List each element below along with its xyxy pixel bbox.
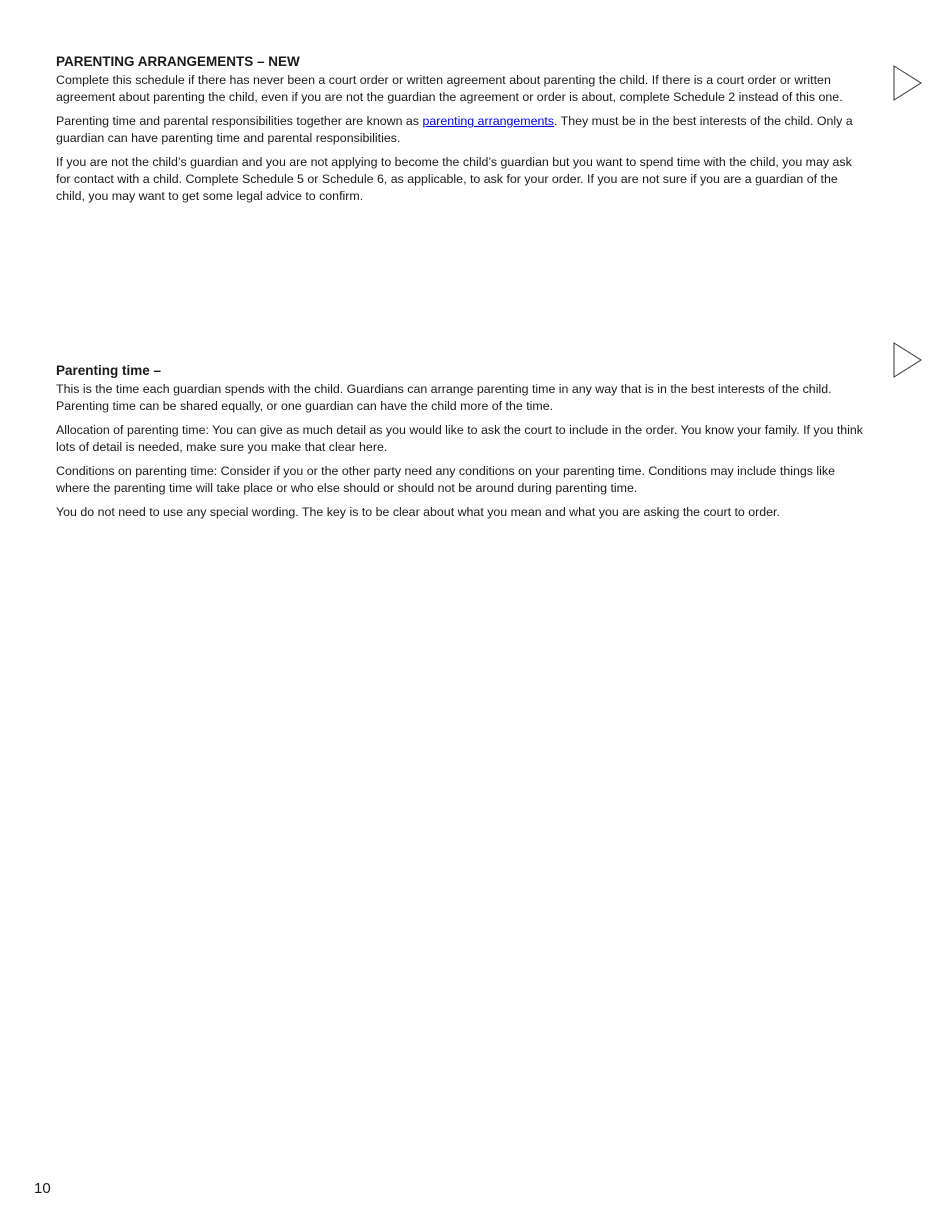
section-parenting-arrangements-new bbox=[56, 53, 864, 212]
play-arrow-icon[interactable] bbox=[893, 342, 923, 378]
paragraph: Allocation of parenting time: You can give as much detail as you would like to ask the court to include in the order. You know your family. If you think lots of detail is needed, make sure you make that clear here. bbox=[56, 422, 864, 455]
play-arrow-icon[interactable] bbox=[893, 65, 923, 101]
section-parenting-time bbox=[56, 362, 864, 527]
paragraph: If you are not the child’s guardian and you are not applying to become the child’s guardian but you want to spend time with the child, you may ask for contact with a child. Complete Schedule 5 or Schedule 6, as applicable, to ask for your order. If you are not sure if you are a guardian of the child, you may want to get some legal advice to confirm. bbox=[56, 154, 852, 204]
page-number: 10 bbox=[34, 1180, 51, 1197]
paragraph bbox=[56, 113, 864, 147]
section-heading: Parenting time – bbox=[56, 363, 162, 378]
paragraph: You do not need to use any special wording. The key is to be clear about what you mean and what you are asking the court to order. bbox=[56, 504, 780, 519]
paragraph: This is the time each guardian spends with the child. Guardians can arrange parenting time in any way that is in the best interests of the child. Parenting time can be shared equally, or one guardian can have the child more of the time. bbox=[56, 382, 832, 414]
paragraph: Complete this schedule if there has never been a court order or written agreement about parenting the child. If there is a court order or written agreement about parenting the child, even if you are not the guardian the agreement or order is about, complete Schedule 2 instead of this one. bbox=[56, 73, 843, 105]
paragraph: Conditions on parenting time: Consider if you or the other party need any conditions on your parenting time. Conditions may include things like where the parenting time will take place or who else should or should not be around during parenting time. bbox=[56, 463, 835, 496]
paragraph-text: . They must be in the best interests of the child. Only a guardian can have parenting time and parental responsibilities. bbox=[56, 113, 853, 146]
section-heading: PARENTING ARRANGEMENTS – NEW bbox=[56, 54, 300, 69]
paragraph-text: Parenting time and parental responsibilities together are known as bbox=[56, 113, 423, 128]
parenting-arrangements-link[interactable]: parenting arrangements bbox=[422, 113, 554, 128]
